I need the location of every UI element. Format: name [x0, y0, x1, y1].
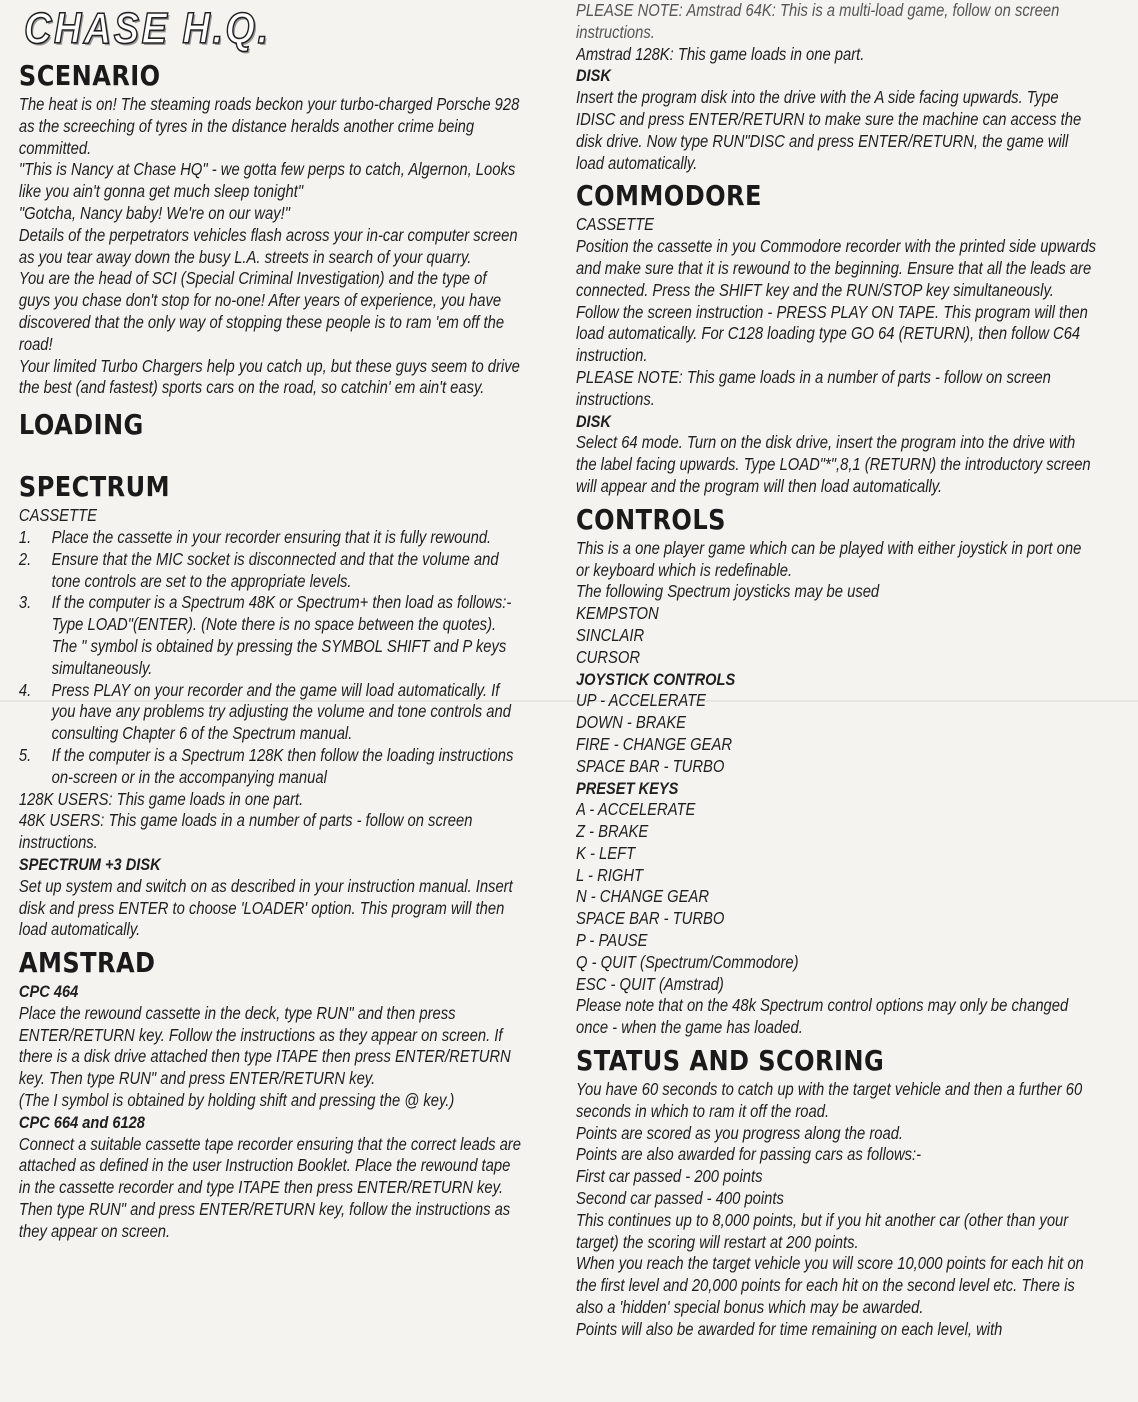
list-item: [19, 745, 521, 789]
controls-intro: This is a one player game which can be played with either joystick in port one or keyboard which is redefinable.: [576, 537, 1082, 580]
loading-heading: LOADING: [18, 408, 144, 442]
controls-note: Please note that on the 48k Spectrum control options may only be changed once - when the game has loaded.: [576, 995, 1069, 1038]
spectrum-note: 48K USERS: This game loads in a number of parts - follow on screen instructions.: [18, 810, 473, 853]
scenario-paragraph: You are the head of SCI (Special Criminal Investigation) and the type of guys you chase don't stop for no-one! After years of experience, you have discovered that the only way of stopping these people is to ram 'em off the road!: [18, 268, 505, 354]
joystick-item: SINCLAIR: [576, 624, 645, 645]
spectrum-note: 128K USERS: This game loads in one part.: [18, 788, 304, 809]
status-paragraph: First car passed - 200 points: [576, 1166, 763, 1187]
amstrad-note: Amstrad 128K: This game loads in one part.: [576, 43, 865, 64]
scenario-paragraph: The heat is on! The steaming roads beckon your turbo-charged Porsche 928 as the screeching of tyres in the distance heralds another crime being committed.: [18, 94, 520, 158]
controls-heading: CONTROLS: [576, 502, 726, 536]
scenario-section: [19, 60, 521, 399]
amstrad-note: PLEASE NOTE: Amstrad 64K: This is a multi-load game, follow on screen instructions.: [576, 0, 1060, 42]
cpc664-label: CPC 664 and 6128: [18, 1112, 145, 1132]
preset-key-item: P - PAUSE: [576, 930, 648, 951]
spectrum-steps-list: [19, 527, 521, 789]
step-number: 4.: [18, 679, 32, 700]
preset-key-item: Z - BRAKE: [576, 821, 649, 842]
game-logo: CHASE H.Q.: [24, 4, 271, 53]
preset-key-item: K - LEFT: [576, 842, 636, 863]
joystick-control-item: SPACE BAR - TURBO: [576, 755, 725, 776]
joystick-item: KEMPSTON: [576, 603, 659, 624]
step-text: If the computer is a Spectrum 128K then follow the loading instructions on-screen or in the accompanying manual: [51, 744, 514, 787]
list-item: [19, 527, 521, 549]
amstrad-section: [19, 947, 521, 1243]
preset-key-item: N - CHANGE GEAR: [576, 886, 710, 907]
spectrum-heading: SPECTRUM: [18, 470, 170, 504]
step-number: 3.: [18, 592, 32, 613]
preset-key-item: A - ACCELERATE: [576, 799, 696, 820]
joystick-item: CURSOR: [576, 646, 641, 667]
commodore-heading: COMMODORE: [576, 179, 762, 213]
status-paragraph: You have 60 seconds to catch up with the target vehicle and then a further 60 seconds in which to ram it off the road.: [576, 1079, 1083, 1121]
step-text: Place the cassette in your recorder ensuring that it is fully rewound.: [51, 526, 492, 547]
scenario-heading: SCENARIO: [18, 59, 161, 92]
amstrad-heading: AMSTRAD: [18, 946, 156, 980]
preset-key-item: SPACE BAR - TURBO: [576, 908, 725, 929]
spacer: [19, 443, 521, 465]
right-column: [576, 0, 1138, 1402]
step-number: 5.: [18, 744, 32, 765]
scenario-paragraph: Details of the perpetrators vehicles flash across your in-car computer screen as you tear away down the busy L.A. streets in search of your quarry.: [18, 224, 518, 267]
joystick-control-item: DOWN - BRAKE: [576, 712, 687, 733]
status-section: [576, 1045, 1097, 1341]
commodore-cassette-note: PLEASE NOTE: This game loads in a number of parts - follow on screen instructions.: [576, 366, 1051, 409]
status-paragraph: When you reach the target vehicle you will score 10,000 points for each hit on the first level and 20,000 points for each hit on the second level etc. There is also a 'hidden' special bonus which may be awarded.: [576, 1253, 1084, 1318]
commodore-disk-label: DISK: [576, 411, 611, 431]
step-number: 2.: [18, 548, 32, 569]
commodore-section: [576, 180, 1097, 497]
status-paragraph: Second car passed - 400 points: [576, 1188, 784, 1209]
step-text: Ensure that the MIC socket is disconnected and that the volume and tone controls are set to the appropriate levels.: [51, 548, 499, 591]
status-paragraph: Points are scored as you progress along the road.: [576, 1122, 904, 1143]
amstrad-disk-text: Insert the program disk into the drive with the A side facing upwards. Type IDISC and press ENTER/RETURN to make sure the machine can access the disk drive. Now type RUN"DISC and press ENTER/RETURN, the game will load automatically.: [576, 87, 1082, 173]
spectrum-cassette-label: CASSETTE: [18, 505, 97, 526]
cpc464-label: CPC 464: [18, 982, 79, 1002]
scenario-paragraph: "This is Nancy at Chase HQ" - we gotta few perps to catch, Algernon, Looks like you ain't gonna get much sleep tonight": [18, 159, 516, 202]
preset-key-item: Q - QUIT (Spectrum/Commodore): [576, 951, 799, 972]
amstrad-disk-label: DISK: [576, 66, 611, 86]
status-paragraph: This continues up to 8,000 points, but if you hit another car (other than your target) the scoring will restart at 200 points.: [576, 1209, 1069, 1252]
commodore-cassette-text: Position the cassette in you Commodore recorder with the printed side upwards and make sure that it is rewound to the beginning. Ensure that all the leads are connected. Press the SHIFT key and the RUN/STOP key simultaneously. Follow the screen instruction - PRESS PLAY ON TAPE. This program will then load automatically. For C128 loading type GO 64 (RETURN), then follow C64 instruction.: [576, 236, 1097, 366]
cpc464-note: (The I symbol is obtained by holding shift and pressing the @ key.): [18, 1090, 455, 1111]
list-item: [19, 549, 521, 593]
step-text: Press PLAY on your recorder and the game will load automatically. If you have any problems try adjusting the volume and tone controls and consulting Chapter 6 of the Spectrum manual.: [51, 679, 511, 744]
preset-keys-label: PRESET KEYS: [576, 778, 679, 798]
status-paragraph: Points will also be awarded for time remaining on each level, with: [576, 1318, 1003, 1339]
spectrum-section: [19, 471, 521, 941]
scenario-paragraph: "Gotcha, Nancy baby! We're on our way!": [18, 202, 290, 223]
cpc464-text: Place the rewound cassette in the deck, type RUN" and then press ENTER/RETURN key. Follow the instructions as they appear on screen. If there is a disk drive attached then type ITAPE then press ENTER/RETURN key. Then type RUN" and press ENTER/RETURN key.: [18, 1002, 511, 1089]
joystick-intro: The following Spectrum joysticks may be used: [576, 581, 880, 602]
left-column: [0, 0, 560, 1402]
controls-section: [576, 504, 1097, 1039]
spectrum-disk-label: SPECTRUM +3 DISK: [18, 854, 161, 874]
preset-key-item: ESC - QUIT (Amstrad): [576, 973, 724, 994]
status-heading: STATUS AND SCORING: [576, 1044, 885, 1078]
cpc664-text: Connect a suitable cassette tape recorder ensuring that the correct leads are attached as defined in the user Instruction Booklet. Place the rewound tape in the cassette recorder and type ITAPE then press ENTER/RETURN key. Then type RUN" and press ENTER/RETURN key, follow the instructions as they appear on screen.: [18, 1133, 521, 1241]
preset-key-item: L - RIGHT: [576, 864, 644, 885]
commodore-disk-text: Select 64 mode. Turn on the disk drive, insert the program into the drive with the label facing upwards. Type LOAD"*",8,1 (RETURN) the introductory screen will appear and the program will then load automatically.: [576, 432, 1091, 496]
commodore-cassette-label: CASSETTE: [576, 214, 655, 235]
step-text: If the computer is a Spectrum 48K or Spectrum+ then load as follows:- Type LOAD"(ENTER). (Note there is no space between the quotes). The " symbol is obtained by pressing the SYMBOL SHIFT and P keys simultaneously.: [51, 592, 512, 678]
step-number: 1.: [18, 526, 32, 547]
list-item: [19, 592, 521, 679]
list-item: [19, 680, 521, 745]
joystick-control-item: FIRE - CHANGE GEAR: [576, 733, 733, 754]
scenario-paragraph: Your limited Turbo Chargers help you catch up, but these guys seem to drive the best (and fastest) sports cars on the road, so catchin' em ain't easy.: [18, 355, 520, 398]
joystick-controls-label: JOYSTICK CONTROLS: [576, 669, 736, 689]
joystick-control-item: UP - ACCELERATE: [576, 690, 707, 711]
status-paragraph: Points are also awarded for passing cars as follows:-: [576, 1144, 922, 1165]
spectrum-disk-text: Set up system and switch on as described in your instruction manual. Insert disk and press ENTER to choose 'LOADER' option. This program will then load automatically.: [18, 875, 513, 940]
